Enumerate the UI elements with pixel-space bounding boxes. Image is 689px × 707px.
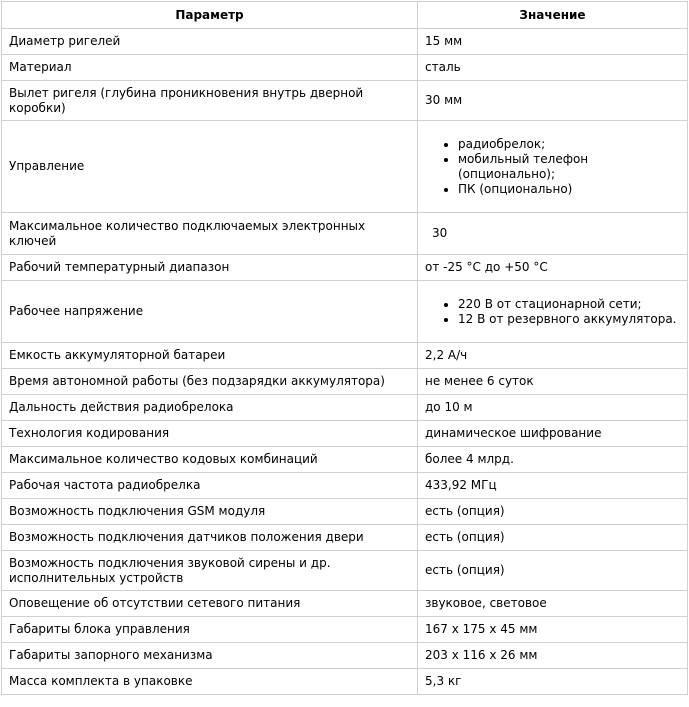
- parameter-cell: Оповещение об отсутствии сетевого питания: [2, 591, 418, 617]
- table-row: [2, 551, 688, 591]
- parameter-cell: Емкость аккумуляторной батареи: [2, 343, 418, 369]
- parameter-cell: Управление: [2, 121, 418, 213]
- value-cell: 433,92 МГц: [418, 473, 688, 499]
- value-cell: от -25 °C до +50 °C: [418, 255, 688, 281]
- value-cell: [418, 121, 688, 213]
- table-row: [2, 29, 688, 55]
- parameter-cell: Максимальное количество подключаемых электронных ключей: [2, 213, 418, 255]
- value-cell: сталь: [418, 55, 688, 81]
- value-list-item: • 12 В от резервного аккумулятора.: [458, 312, 680, 327]
- parameter-cell: Диаметр ригелей: [2, 29, 418, 55]
- specifications-table: [1, 1, 688, 695]
- table-row: [2, 421, 688, 447]
- value-cell: [418, 281, 688, 343]
- table-row: [2, 525, 688, 551]
- parameter-cell: Материал: [2, 55, 418, 81]
- column-header-parameter: Параметр: [2, 2, 418, 29]
- value-bullet-list: [425, 137, 680, 197]
- value-list-item: • ПК (опционально): [458, 182, 680, 197]
- table-row: [2, 343, 688, 369]
- value-list-item: • мобильный телефон (опционально);: [458, 152, 680, 182]
- table-row: [2, 369, 688, 395]
- table-row: [2, 447, 688, 473]
- value-cell: 203 x 116 x 26 мм: [418, 643, 688, 669]
- parameter-cell: Габариты запорного механизма: [2, 643, 418, 669]
- value-cell: 30 мм: [418, 81, 688, 121]
- value-cell: более 4 млрд.: [418, 447, 688, 473]
- table-row: [2, 121, 688, 213]
- table-row: [2, 473, 688, 499]
- value-cell: есть (опция): [418, 499, 688, 525]
- parameter-cell: Время автономной работы (без подзарядки аккумулятора): [2, 369, 418, 395]
- value-cell: до 10 м: [418, 395, 688, 421]
- value-cell: не менее 6 суток: [418, 369, 688, 395]
- parameter-cell: Возможность подключения GSM модуля: [2, 499, 418, 525]
- table-row: [2, 669, 688, 695]
- table-row: [2, 213, 688, 255]
- value-list-item: • 220 В от стационарной сети;: [458, 297, 680, 312]
- table-row: [2, 617, 688, 643]
- value-cell: есть (опция): [418, 525, 688, 551]
- table-row: [2, 395, 688, 421]
- table-header-row: [2, 2, 688, 29]
- value-cell: 5,3 кг: [418, 669, 688, 695]
- table-row: [2, 643, 688, 669]
- value-cell: 167 x 175 x 45 мм: [418, 617, 688, 643]
- value-cell: звуковое, световое: [418, 591, 688, 617]
- table-row: [2, 81, 688, 121]
- table-row: [2, 591, 688, 617]
- value-cell: 30: [418, 213, 688, 255]
- table-row: [2, 281, 688, 343]
- value-cell: динамическое шифрование: [418, 421, 688, 447]
- table-row: [2, 55, 688, 81]
- value-list-item: • радиобрелок;: [458, 137, 680, 152]
- value-cell: 2,2 А/ч: [418, 343, 688, 369]
- value-bullet-list: [425, 297, 680, 327]
- parameter-cell: Рабочий температурный диапазон: [2, 255, 418, 281]
- table-row: [2, 255, 688, 281]
- parameter-cell: Максимальное количество кодовых комбинаций: [2, 447, 418, 473]
- parameter-cell: Возможность подключения звуковой сирены и др. исполнительных устройств: [2, 551, 418, 591]
- parameter-cell: Масса комплекта в упаковке: [2, 669, 418, 695]
- parameter-cell: Технология кодирования: [2, 421, 418, 447]
- value-cell: есть (опция): [418, 551, 688, 591]
- table-body: [2, 29, 688, 695]
- table-row: [2, 499, 688, 525]
- parameter-cell: Дальность действия радиобрелока: [2, 395, 418, 421]
- column-header-value: Значение: [418, 2, 688, 29]
- parameter-cell: Рабочее напряжение: [2, 281, 418, 343]
- parameter-cell: Габариты блока управления: [2, 617, 418, 643]
- parameter-cell: Вылет ригеля (глубина проникновения внутрь дверной коробки): [2, 81, 418, 121]
- value-cell: 15 мм: [418, 29, 688, 55]
- parameter-cell: Возможность подключения датчиков положения двери: [2, 525, 418, 551]
- parameter-cell: Рабочая частота радиобрелка: [2, 473, 418, 499]
